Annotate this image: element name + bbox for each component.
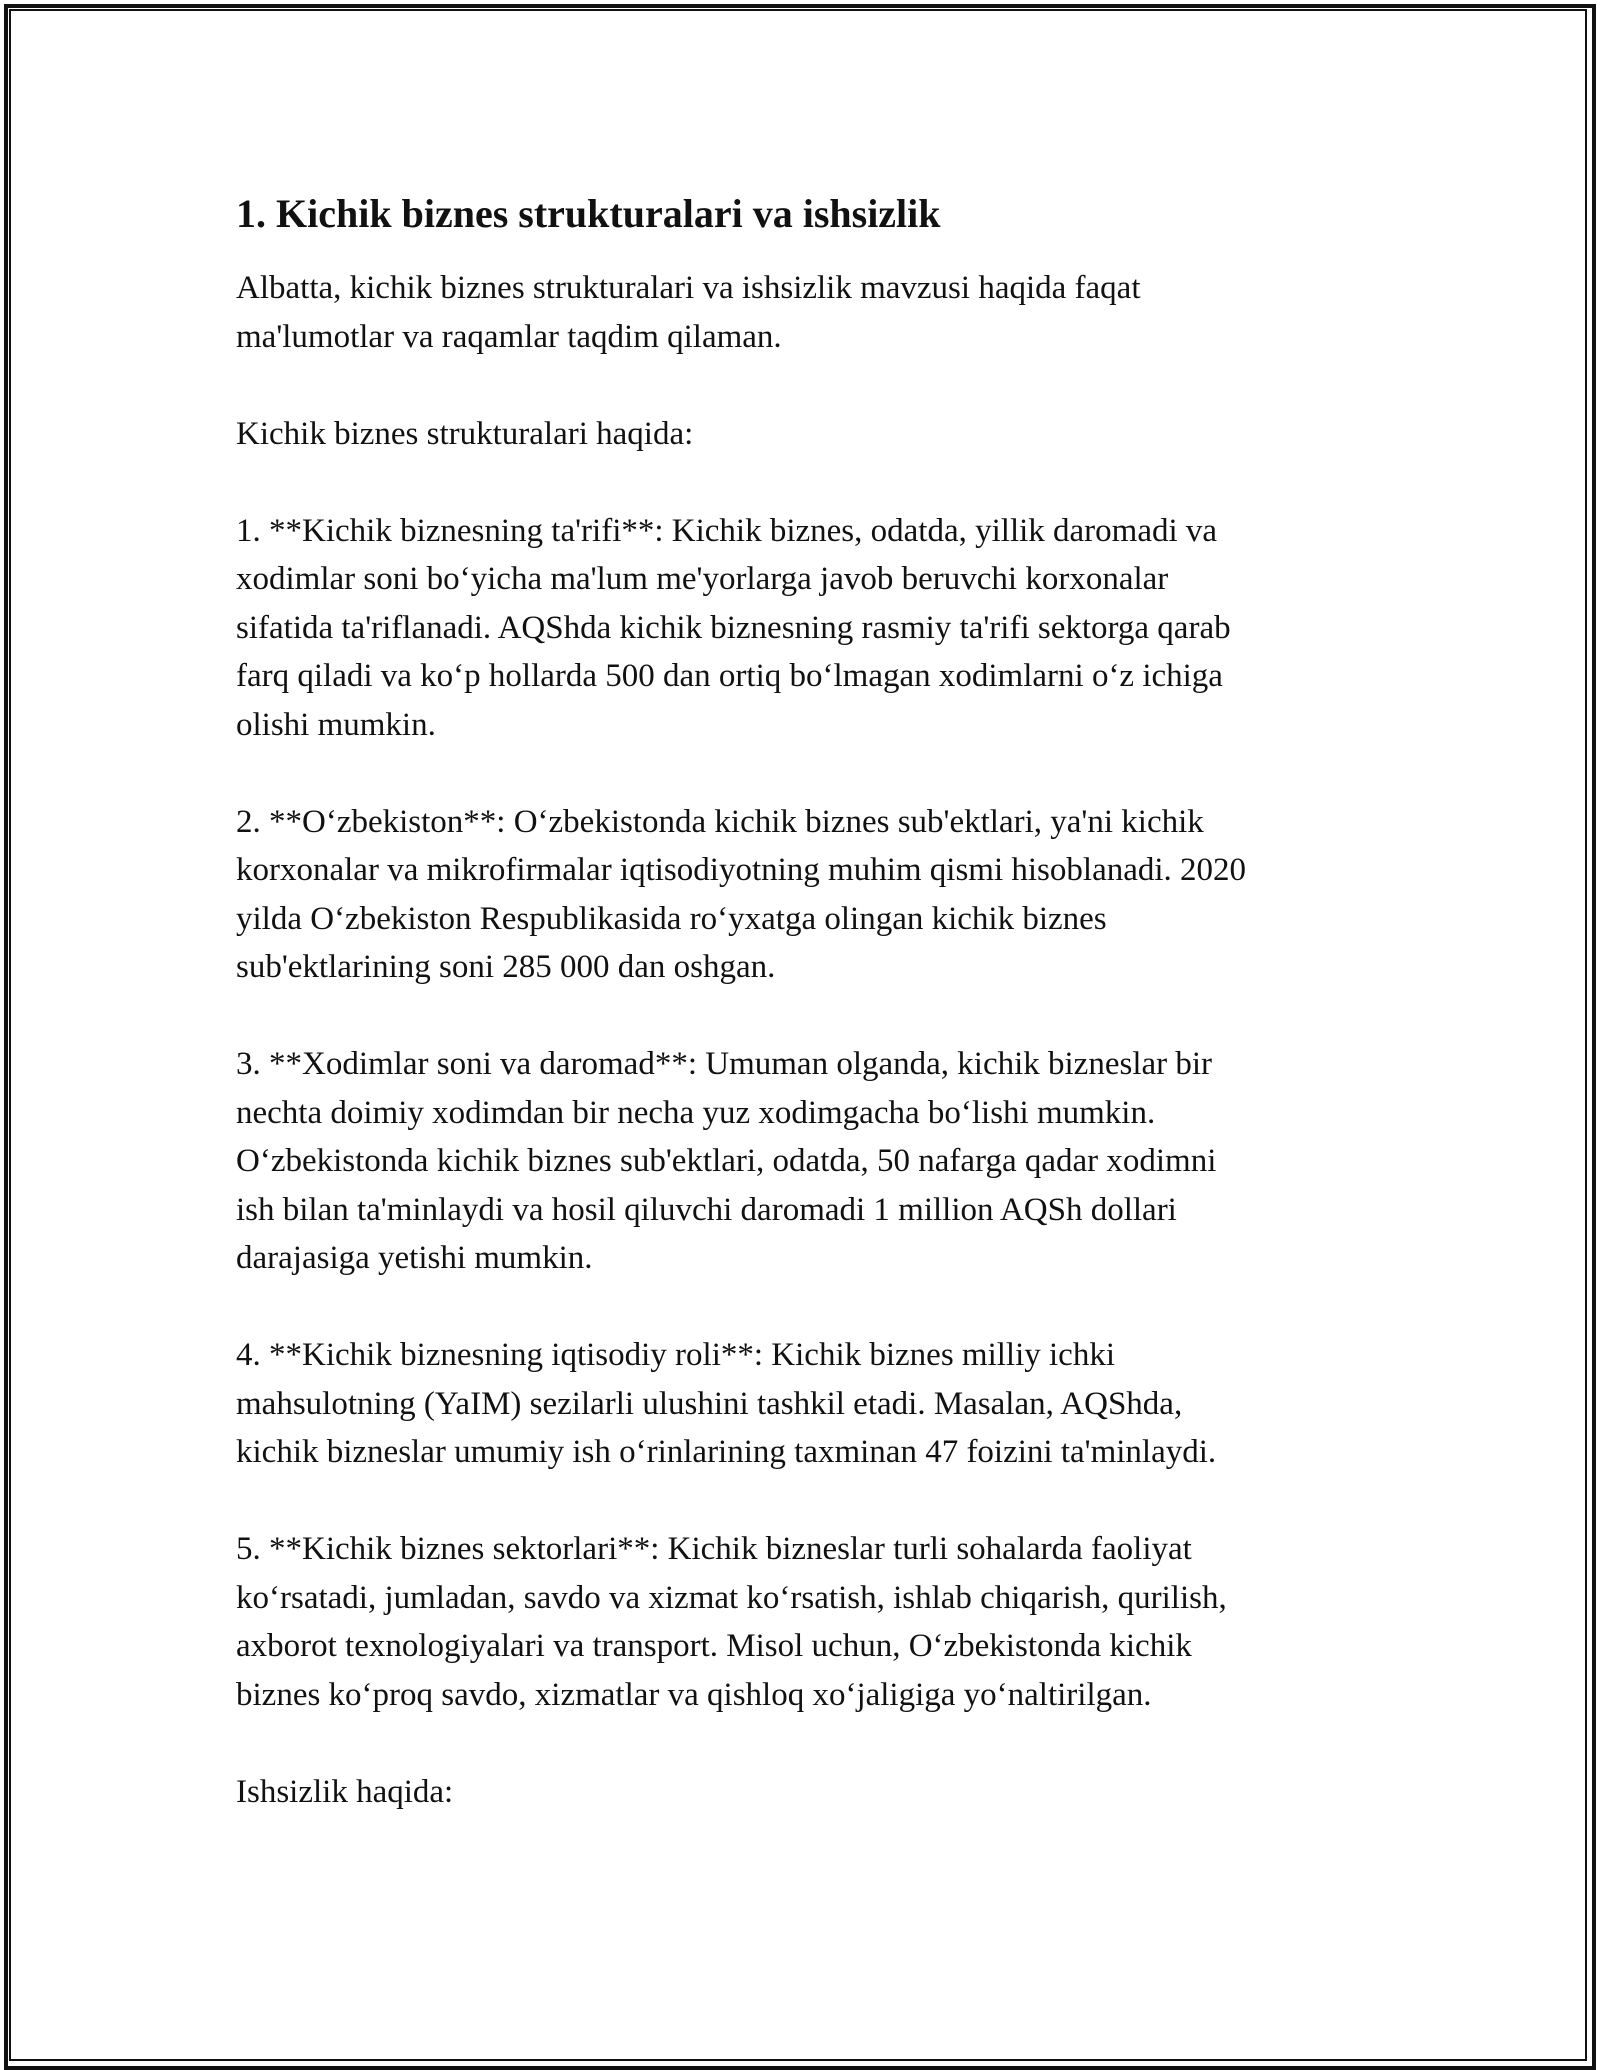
text-line: ko‘rsatadi, jumladan, savdo va xizmat ko‘rsatish, ishlab chiqarish, qurilish, <box>236 1579 1227 1616</box>
text-line: 1. **Kichik biznesning ta'rifi**: Kichik biznes, odatda, yillik daromadi va <box>236 512 1218 549</box>
spacer <box>236 458 1366 507</box>
text-line: korxonalar va mikrofirmalar iqtisodiyotning muhim qismi hisoblanadi. 2020 <box>236 852 1247 888</box>
text-line: 5. **Kichik biznes sektorlari**: Kichik bizneslar turli sohalarda faoliyat <box>236 1531 1192 1567</box>
text-line: O‘zbekistonda kichik biznes sub'ektlari, odatda, 50 nafarga qadar xodimni <box>236 1143 1217 1179</box>
text-line: axborot texnologiyalari va transport. Misol uchun, O‘zbekistonda kichik <box>236 1628 1192 1664</box>
text-line: ma'lumotlar va raqamlar taqdim qilaman. <box>236 318 782 355</box>
text-line: mahsulotning (YaIM) sezilarli ulushini tashkil etadi. Masalan, AQShda, <box>236 1385 1183 1422</box>
text-line: biznes ko‘proq savdo, xizmatlar va qishloq xo‘jaligiga yo‘naltirilgan. <box>236 1676 1152 1713</box>
paragraph-intro <box>236 264 1366 361</box>
text-line: nechta doimiy xodimdan bir necha yuz xodimgacha bo‘lishi mumkin. <box>236 1094 1156 1131</box>
spacer <box>236 361 1366 410</box>
page-title: 1. Kichik biznes strukturalari va ishsizlik <box>236 191 941 236</box>
text-line: 3. **Xodimlar soni va daromad**: Umuman olganda, kichik bizneslar bir <box>236 1046 1213 1082</box>
text-line: Kichik biznes strukturalari haqida: <box>236 415 694 452</box>
text-line: yilda O‘zbekiston Respublikasida ro‘yxatga olingan kichik biznes <box>236 900 1107 937</box>
spacer <box>236 1719 1366 1768</box>
paragraph-section-heading <box>236 410 1366 459</box>
text-line: Ishsizlik haqida: <box>236 1773 454 1810</box>
text-line: sub'ektlarining soni 285 000 dan oshgan. <box>236 949 776 985</box>
text-line: darajasiga yetishi mumkin. <box>236 1240 593 1276</box>
spacer <box>236 1477 1366 1526</box>
paragraph-item-3 <box>236 1040 1366 1283</box>
text-line: kichik bizneslar umumiy ish o‘rinlarining taxminan 47 foizini ta'minlaydi. <box>236 1434 1217 1470</box>
text-line: xodimlar soni bo‘yicha ma'lum me'yorlarga javob beruvchi korxonalar <box>236 561 1169 597</box>
document-body <box>236 187 1366 1816</box>
paragraph-item-4 <box>236 1331 1366 1477</box>
text-line: sifatida ta'riflanadi. AQShda kichik biznesning rasmiy ta'rifi sektorga qarab <box>236 609 1231 646</box>
paragraph-item-2 <box>236 798 1366 992</box>
text-line: olishi mumkin. <box>236 706 436 743</box>
paragraph-item-1 <box>236 507 1366 750</box>
paragraph-section-heading <box>236 1768 1366 1817</box>
text-line: ish bilan ta'minlaydi va hosil qiluvchi daromadi 1 million AQSh dollari <box>236 1191 1177 1228</box>
paragraph-item-5 <box>236 1525 1366 1719</box>
text-line: Albatta, kichik biznes strukturalari va ishsizlik mavzusi haqida faqat <box>236 270 1141 306</box>
spacer <box>236 749 1366 798</box>
spacer <box>236 241 1366 264</box>
text-line: 4. **Kichik biznesning iqtisodiy roli**: Kichik biznes milliy ichki <box>236 1337 1115 1373</box>
text-line: farq qiladi va ko‘p hollarda 500 dan ortiq bo‘lmagan xodimlarni o‘z ichiga <box>236 658 1223 694</box>
spacer <box>236 992 1366 1041</box>
text-line: 2. **O‘zbekiston**: O‘zbekistonda kichik biznes sub'ektlari, ya'ni kichik <box>236 803 1204 840</box>
spacer <box>236 1283 1366 1332</box>
